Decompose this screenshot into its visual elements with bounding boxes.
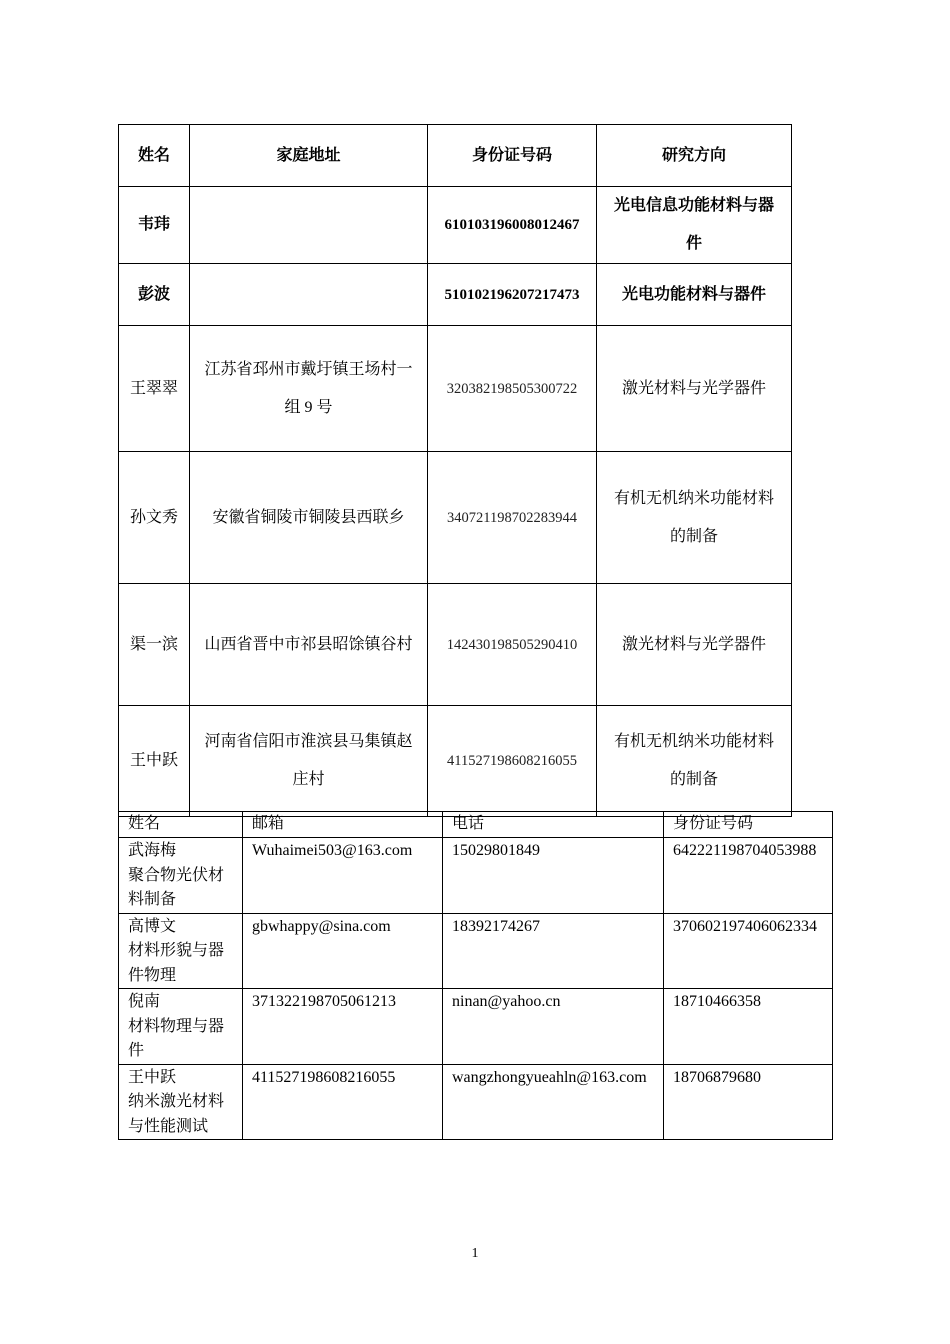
address-cell — [190, 326, 428, 452]
id-cell: 510102196207217473 — [428, 264, 597, 326]
research-cell — [597, 452, 792, 584]
table-row — [119, 1064, 833, 1140]
data-cell: 411527198608216055 — [243, 1064, 443, 1140]
name-cell — [119, 913, 243, 989]
name-cell — [119, 1064, 243, 1140]
header-research: 研究方向 — [597, 125, 792, 187]
header-id: 身份证号码 — [664, 812, 833, 838]
id-cell: 142430198505290410 — [428, 584, 597, 706]
research-cell — [597, 706, 792, 817]
research-line: 纳米激光材料 — [128, 1093, 225, 1110]
name-cell: 韦玮 — [119, 187, 190, 264]
table-row — [119, 187, 792, 264]
research-cell — [597, 326, 792, 452]
data-cell: 18710466358 — [664, 989, 833, 1065]
table-row — [119, 584, 792, 706]
table1-header-row — [119, 125, 792, 187]
address-cell — [190, 264, 428, 326]
name-cell: 王中跃 — [119, 706, 190, 817]
table-row — [119, 452, 792, 584]
address-line: 河南省信阳市淮滨县马集镇赵 — [204, 733, 413, 750]
research-line: 与性能测试 — [128, 1117, 209, 1135]
address-line: 安徽省铜陵市铜陵县西联乡 — [212, 508, 405, 526]
research-line: 材料物理与器 — [128, 1017, 225, 1035]
table2-header-row — [119, 812, 833, 838]
research-cell — [597, 264, 792, 326]
header-id: 身份证号码 — [428, 125, 597, 187]
research-cell — [597, 187, 792, 264]
researcher-contact-table — [118, 811, 833, 1140]
name-cell: 孙文秀 — [119, 452, 190, 584]
data-cell: 642221198704053988 — [664, 838, 833, 914]
research-line: 激光材料与光学器件 — [621, 635, 766, 653]
header-name: 姓名 — [119, 125, 190, 187]
research-line: 光电信息功能材料与器 — [613, 197, 774, 214]
data-cell: 371322198705061213 — [243, 989, 443, 1065]
research-line: 材料形貌与器 — [128, 942, 225, 959]
header-email: 邮箱 — [243, 812, 443, 838]
table-row — [119, 989, 833, 1065]
name-cell — [119, 838, 243, 914]
header-phone: 电话 — [443, 812, 664, 838]
address-line: 山西省晋中市祁县昭馀镇谷村 — [204, 635, 413, 653]
address-cell — [190, 452, 428, 584]
data-cell: wangzhongyueahln@163.com — [443, 1064, 664, 1140]
address-line: 庄村 — [292, 771, 325, 788]
research-line: 有机无机纳米功能材料 — [613, 733, 774, 750]
table-row — [119, 706, 792, 817]
name-cell: 渠一滨 — [119, 584, 190, 706]
data-cell: 18706879680 — [664, 1064, 833, 1140]
address-cell — [190, 706, 428, 817]
researcher-address-table — [118, 124, 792, 817]
header-name: 姓名 — [119, 812, 243, 838]
name-line: 武海梅 — [128, 842, 177, 859]
name-line: 倪南 — [128, 993, 161, 1010]
name-cell: 彭波 — [119, 264, 190, 326]
table-row — [119, 913, 833, 989]
data-cell: ninan@yahoo.cn — [443, 989, 664, 1065]
name-line: 王中跃 — [128, 1068, 177, 1086]
research-line: 的制备 — [669, 771, 718, 788]
id-cell: 411527198608216055 — [428, 706, 597, 817]
name-cell: 王翠翠 — [119, 326, 190, 452]
address-line: 江苏省邳州市戴圩镇王场村一 — [204, 360, 413, 378]
data-cell: 370602197406062334 — [664, 913, 833, 989]
address-line: 组 9 号 — [284, 398, 333, 416]
research-line: 激光材料与光学器件 — [621, 379, 766, 397]
name-line: 高博文 — [128, 917, 177, 935]
name-cell — [119, 989, 243, 1065]
research-line: 有机无机纳米功能材料 — [613, 489, 774, 507]
id-cell: 340721198702283944 — [428, 452, 597, 584]
research-cell — [597, 584, 792, 706]
address-cell — [190, 584, 428, 706]
id-cell: 320382198505300722 — [428, 326, 597, 452]
research-line: 聚合物光伏材 — [128, 866, 225, 884]
research-line: 光电功能材料与器件 — [621, 285, 766, 303]
data-cell: Wuhaimei503@163.com — [243, 838, 443, 914]
header-address: 家庭地址 — [190, 125, 428, 187]
data-cell: 18392174267 — [443, 913, 664, 989]
research-line: 件物理 — [128, 966, 177, 984]
table-row — [119, 264, 792, 326]
data-cell: 15029801849 — [443, 838, 664, 914]
address-cell — [190, 187, 428, 264]
table-row — [119, 838, 833, 914]
research-line: 料制备 — [128, 891, 177, 908]
table-row — [119, 326, 792, 452]
data-cell: gbwhappy@sina.com — [243, 913, 443, 989]
research-line: 的制备 — [669, 527, 718, 545]
id-cell: 610103196008012467 — [428, 187, 597, 264]
research-line: 件 — [128, 1042, 145, 1059]
page-number: 1 — [471, 1246, 479, 1261]
research-line: 件 — [685, 235, 702, 252]
